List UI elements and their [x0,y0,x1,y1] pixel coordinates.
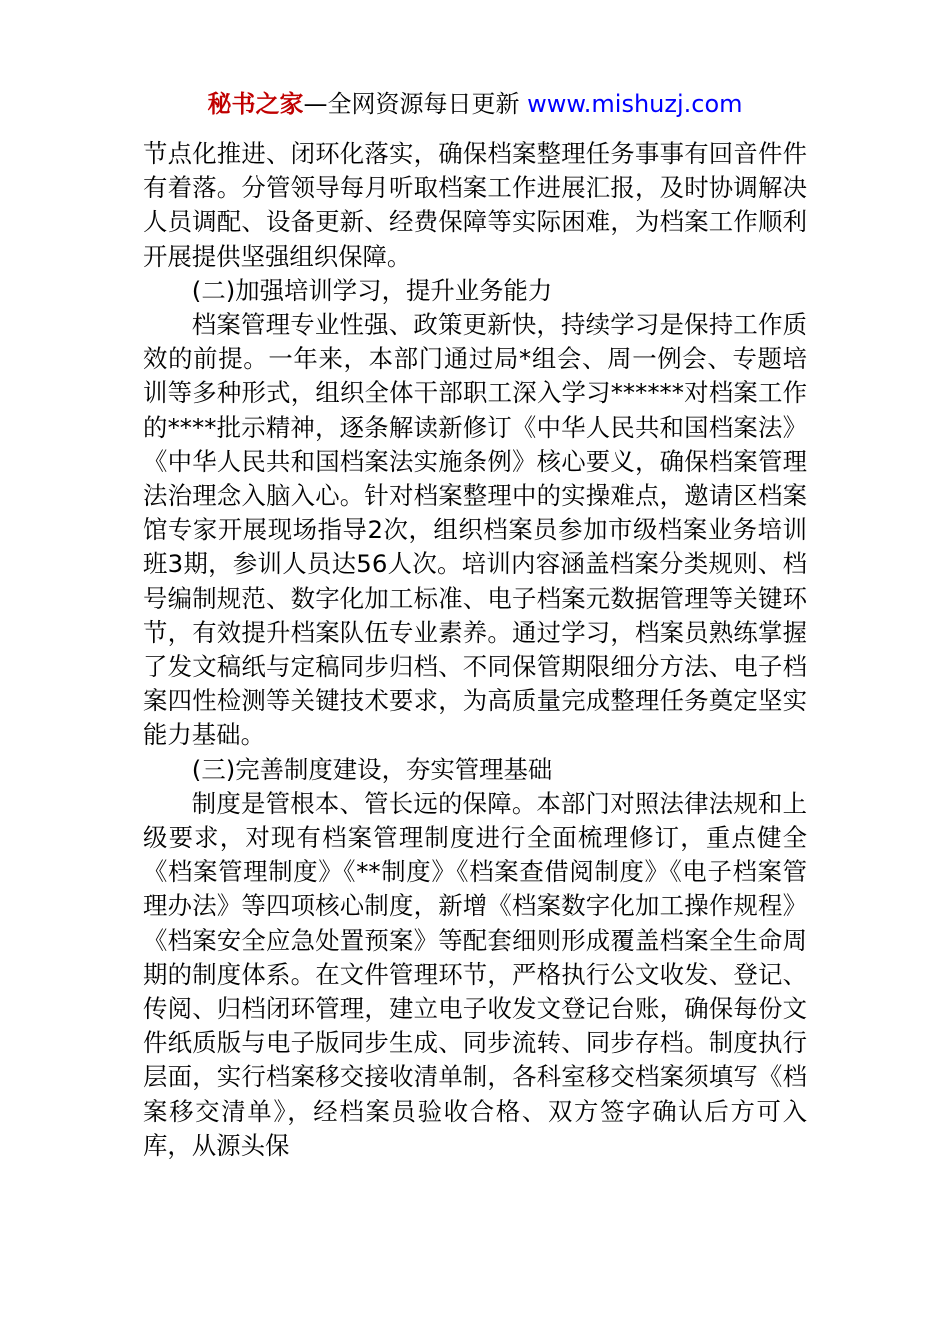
paragraph-continued: 节点化推进、闭环化落实，确保档案整理任务事事有回音件件有着落。分管领导每月听取档案工作进展汇报，及时协调解决人员调配、设备更新、经费保障等实际困难，为档案工作顺利开展提供坚强组织保障。 [143,139,807,271]
section-heading-3: (三)完善制度建设，夯实管理基础 [191,754,553,784]
paragraph-training: 档案管理专业性强、政策更新快，持续学习是保持工作质效的前提。一年来，本部门通过局*组会、周一例会、专题培训等多种形式，组织全体干部职工深入学习******对档案工作的****批示精神，逐条解读新修订《中华人民共和国档案法》《中华人民共和国档案法实施条例》核心要义，确保档案管理法治理念入脑入心。针对档案整理中的实操难点，邀请区档案馆专家开展现场指导2次，组织档案员参加市级档案业务培训班3期，参训人员达56人次。培训内容涵盖档案分类规则、档号编制规范、数字化加工标准、电子档案元数据管理等关键环节，有效提升档案队伍专业素养。通过学习，档案员熟练掌握了发文稿纸与定稿同步归档、不同保管期限细分方法、电子档案四性检测等关键技术要求，为高质量完成整理任务奠定坚实能力基础。 [143,310,807,750]
section-heading-2: (二)加强培训学习，提升业务能力 [191,275,553,305]
header-url[interactable]: www.mishuzj.com [527,90,743,118]
brand-name: 秘书之家 [207,90,304,118]
paragraph-system: 制度是管根本、管长远的保障。本部门对照法律法规和上级要求，对现有档案管理制度进行全面梳理修订，重点健全《档案管理制度》《**制度》《档案查借阅制度》《电子档案管理办法》等四项核心制度，新增《档案数字化加工操作规程》《档案安全应急处置预案》等配套细则形成覆盖档案全生命周期的制度体系。在文件管理环节，严格执行公文收发、登记、传阅、归档闭环管理，建立电子收发文登记台账，确保每份文件纸质版与电子版同步生成、同步流转、同步存档。制度执行层面，实行档案移交接收清单制，各科室移交档案须填写《档案移交清单》，经档案员验收合格、双方签字确认后方可入库，从源头保 [143,788,807,1160]
header-tagline: —全网资源每日更新 [303,90,520,118]
page-header [0,86,950,122]
document-body [143,137,807,1163]
